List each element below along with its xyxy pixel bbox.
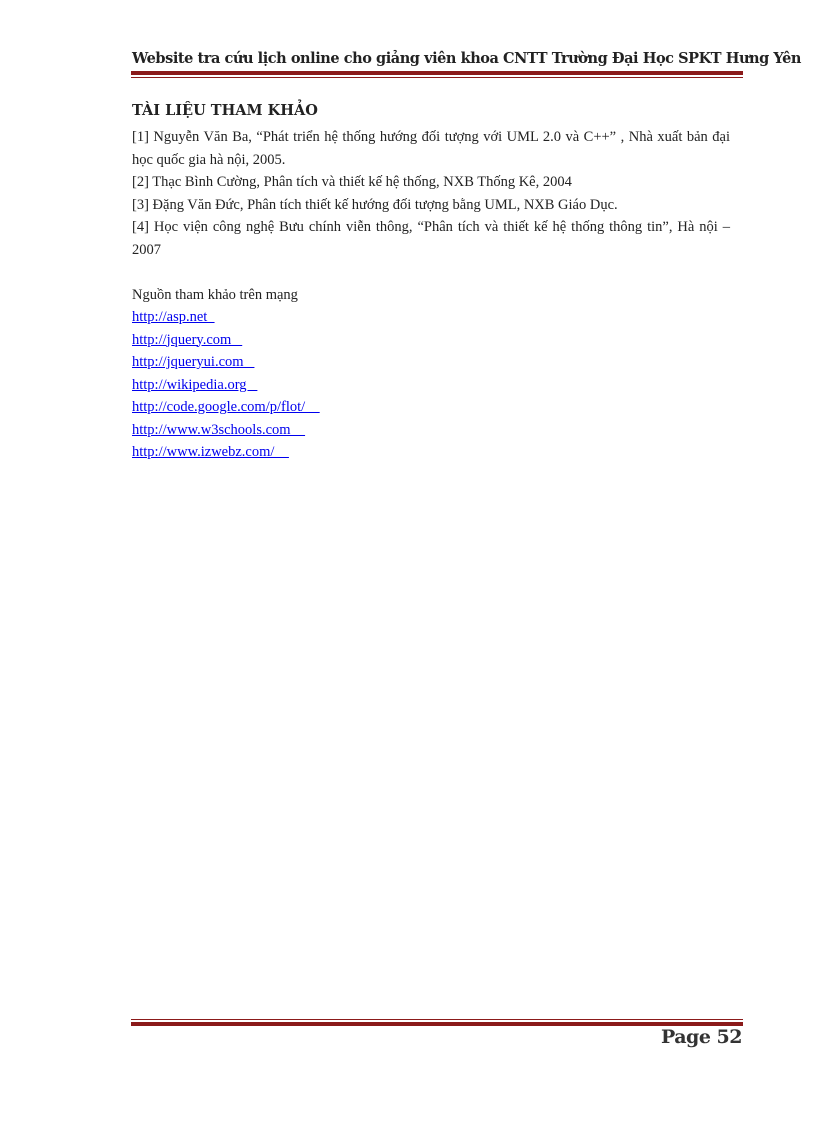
header-rule-thick: [131, 71, 743, 75]
reference-item-1: [1] Nguyễn Văn Ba, “Phát triển hệ thống hướng đối tượng với UML 2.0 và C++” , Nhà xuất bản đại học quốc gia hà nội, 2005.: [132, 129, 730, 168]
reference-item-3: [3] Đặng Văn Đức, Phân tích thiết kế hướng đối tượng bằng UML, NXB Giáo Dục.: [132, 196, 618, 213]
references-heading: TÀI LIỆU THAM KHẢO: [132, 102, 318, 119]
link-google-code-flot[interactable]: http://code.google.com/p/flot/: [132, 399, 320, 415]
link-jqueryui[interactable]: http://jqueryui.com: [132, 354, 255, 370]
spacer: [132, 261, 730, 284]
reference-item-2: [2] Thạc Bình Cường, Phân tích và thiết kế hệ thống, NXB Thống Kê, 2004: [132, 174, 572, 190]
running-header: Website tra cứu lịch online cho giảng viên khoa CNTT Trường Đại Học SPKT Hưng Yên: [132, 50, 801, 67]
link-asp-net[interactable]: http://asp.net: [132, 309, 215, 325]
online-sources-label: Nguồn tham khảo trên mạng: [132, 286, 298, 303]
link-izwebz[interactable]: http://www.izwebz.com/: [132, 444, 289, 460]
page-content: [132, 100, 730, 464]
header-rule-thin: [131, 77, 743, 78]
footer-rule-thin: [131, 1019, 743, 1020]
link-wikipedia[interactable]: http://wikipedia.org: [132, 376, 258, 393]
page-number: Page 52: [660, 1026, 742, 1048]
footer-rule-thick: [131, 1022, 743, 1026]
reference-item-4: [4] Học viện công nghệ Bưu chính viễn thông, “Phân tích và thiết kế hệ thống thông tin”, Hà nội – 2007: [132, 219, 730, 258]
link-jquery[interactable]: http://jquery.com: [132, 331, 243, 348]
link-w3schools[interactable]: http://www.w3schools.com: [132, 421, 306, 438]
